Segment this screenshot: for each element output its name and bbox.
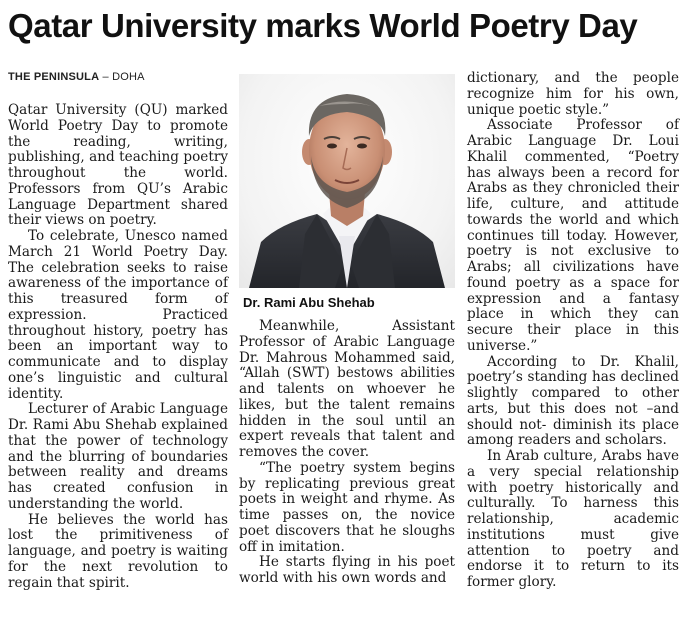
portrait-photo (239, 74, 455, 288)
paragraph: He believes the world has lost the primitiveness of language, and poetry is waiting for the next revolution to regain that spirit. (8, 511, 228, 591)
byline (8, 71, 145, 83)
byline-location: DOHA (112, 71, 145, 83)
paragraph: Meanwhile, Assistant Professor of Arabic Language Dr. Mahrous Mohammed said, “Allah (SWT) bestows abilities and talents on whoever he likes, but the talent remains hidden in the soul until an expert reveals that talent and removes the cover. (239, 318, 455, 460)
paragraph: In Arab culture, Arabs have a very special relationship with poetry historically and culturally. To harness this relationship, academic institutions must give attention to poetry and endorse it to return to its former glory. (467, 448, 679, 590)
byline-source: THE PENINSULA (8, 71, 100, 83)
paragraph: Lecturer of Arabic Language Dr. Rami Abu Shehab explained that the power of technology and the blurring of boundaries between reality and dreams has created confusion in understanding the world. (8, 401, 228, 512)
paragraph: Qatar University (QU) marked World Poetry Day to promote the reading, writing, publishing, and teaching poetry throughout the world. Professors from QU’s Arabic Language Department shared their views on poetry. (8, 102, 228, 229)
paragraph: dictionary, and the people recognize him for his own, unique poetic style.” (467, 70, 679, 118)
paragraph: Associate Professor of Arabic Language Dr. Loui Khalil commented, “Poetry has always been a record for Arabs as they chronicled their life, culture, and attitude towards the world and which continues till today. However, poetry is not exclusive to Arabs; all civilizations have found poetry as a space for expression and a fantasy place in which they can secure their place in this universe.” (467, 117, 679, 354)
headline: Qatar University marks World Poetry Day (8, 7, 638, 44)
paragraph: He starts flying in his poet world with his own words and (239, 554, 455, 586)
article-column-2 (239, 319, 455, 587)
paragraph: To celebrate, Unesco named March 21 World Poetry Day. The celebration seeks to raise awareness of the importance of this treasured form of expression. Practiced throughout history, poetry has been an important way to communicate and to display one’s linguistic and cultural identity. (8, 228, 228, 402)
paragraph: According to Dr. Khalil, poetry’s standing has declined slightly compared to other arts, but this does not –and should not- diminish its place among readers and scholars. (467, 353, 679, 449)
article-column-3 (467, 71, 679, 591)
portrait-illustration (239, 74, 455, 288)
byline-separator: – (99, 71, 113, 83)
paragraph: “The poetry system begins by replicating previous great poets in weight and rhyme. As time passes on, the novice poet discovers that he sloughs off in imitation. (239, 459, 455, 555)
photo-caption: Dr. Rami Abu Shehab (243, 295, 375, 310)
article-column-1 (8, 103, 228, 591)
